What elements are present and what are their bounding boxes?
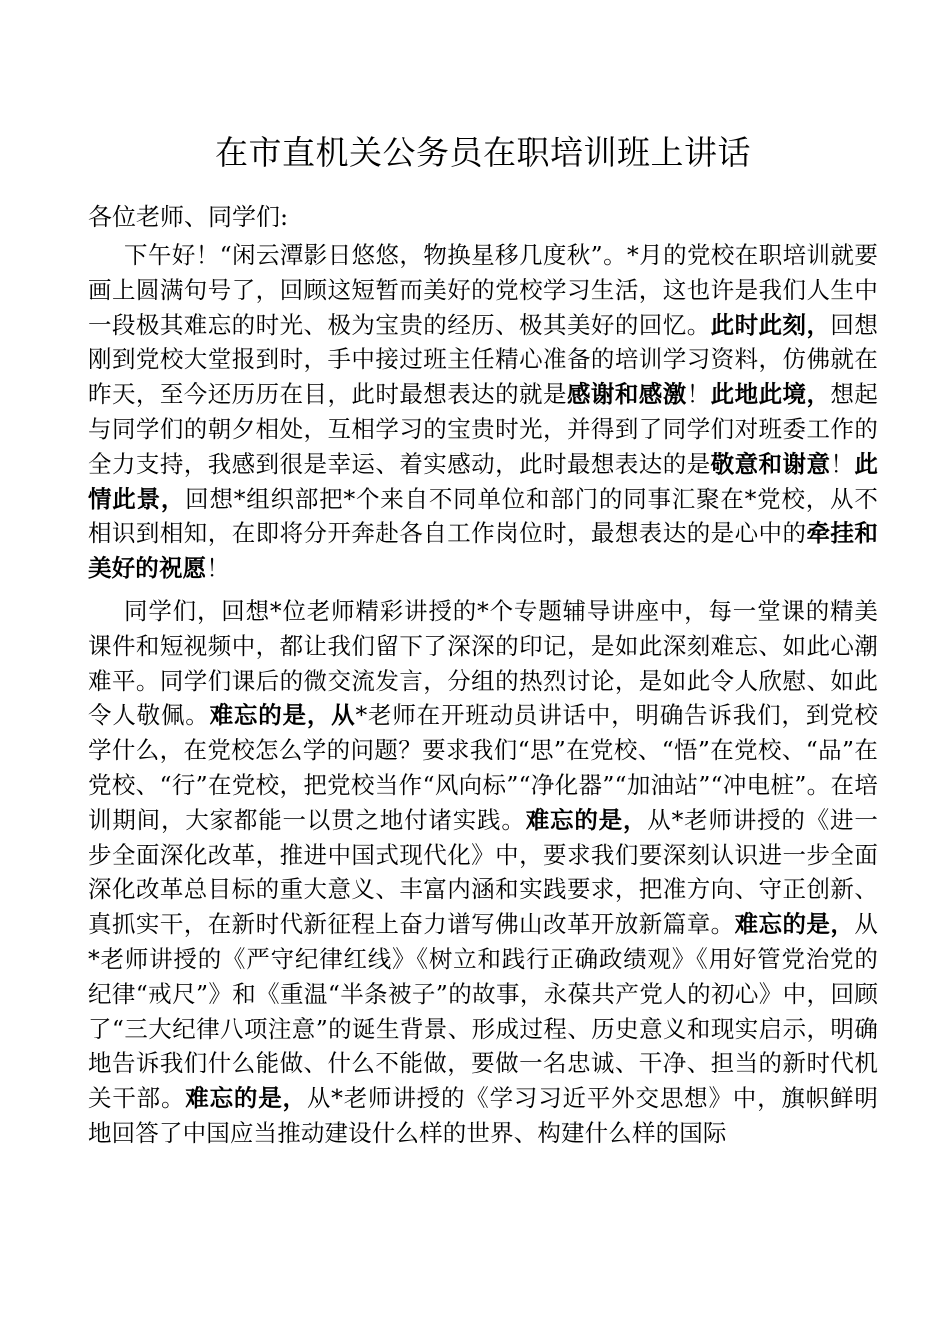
bold-text-run: 难忘的是，从 — [209, 701, 356, 730]
bold-text-run: 难忘的是， — [734, 910, 855, 939]
text-run: 从*老师讲授的《严守纪律红线》《树立和践行正确政绩观》《用好管党治党的纪律“戒尺”》和《重温“半条被子”的故事，永葆共产党人的初心》中，回顾了“三大纪律八项注意”的诞生背景、形成过程、历史意义和现实启示，明确地告诉我们什么能做、什么不能做，要做一名忠诚、干净、担当的新时代机关干部。 — [88, 910, 878, 1113]
text-run: 从*老师讲授的《学习习近平外交思想》中，旗帜鲜明地回答了中国应当推动建设什么样的世界、构建什么样的国际 — [88, 1084, 878, 1147]
bold-text-run: 感谢和感激 — [566, 380, 687, 409]
text-run: 想起与同学们的朝夕相处，互相学习的宝贵时光，并得到了同学们对班委工作的全力支持，我感到很是幸运、着实感动，此时最想表达的是 — [88, 380, 879, 478]
text-run: 从*老师讲授的《进一步全面深化改革，推进中国式现代化》中，要求我们要深刻认识进一步全面深化改革总目标的重大意义、丰富内涵和实践要求，把准方向、守正创新、真抓实干，在新时代新征程上奋力谱写佛山改革开放新篇章。 — [88, 805, 879, 939]
body-paragraph — [88, 594, 878, 1151]
bold-text-run: 难忘的是， — [525, 805, 648, 834]
bold-text-run: 难忘的是， — [185, 1084, 307, 1113]
salutation: 各位老师、同学们: — [88, 203, 289, 231]
text-run: *老师在开班动员讲话中，明确告诉我们，到党校学什么，在党校怎么学的问题？要求我们“思”在党校、“悟”在党校、“品”在党校、“行”在党校，把党校当作“风向标”“净化器”“加油站”“冲电桩”。在培训期间，大家都能一以贯之地付诸实践。 — [88, 701, 878, 834]
bold-text-run: 此时此刻， — [710, 310, 831, 339]
text-run: ！ — [206, 554, 230, 583]
bold-text-run: 牵挂和美好的祝愿 — [88, 519, 878, 583]
bold-text-run: 此地此境， — [710, 380, 831, 409]
text-run: 回想刚到党校大堂报到时，手中接过班主任精心准备的培训学习资料，仿佛就在昨天，至今还历历在目，此时最想表达的就是 — [88, 310, 879, 409]
bold-text-run: 此情此景， — [88, 449, 879, 513]
document-title: 在市直机关公务员在职培训班上讲话 — [215, 133, 751, 172]
document-page — [88, 128, 878, 1151]
document-body — [88, 238, 878, 1151]
text-run: 下午好！“闲云潭影日悠悠，物换星移几度秋”。*月的党校在职培训就要画上圆满句号了，回顾这短暂而美好的党校学习生活，这也许是我们人生中一段极其难忘的时光、极为宝贵的经历、极其美好的回忆。 — [88, 241, 878, 339]
bold-text-run: 敬意和谢意 — [710, 449, 831, 478]
text-run: 同学们，回想*位老师精彩讲授的*个专题辅导讲座中，每一堂课的精美课件和短视频中，都让我们留下了深深的印记，是如此深刻难忘、如此心潮难平。同学们课后的微交流发言，分组的热烈讨论，是如此令人欣慰、如此令人敬佩。 — [88, 596, 878, 730]
body-paragraph — [88, 238, 878, 586]
text-run: ！ — [830, 449, 855, 478]
text-run: ！ — [686, 380, 711, 409]
text-run: 回想*组织部把*个来自不同单位和部门的同事汇聚在*党校，从不相识到相知，在即将分开奔赴各自工作岗位时，最想表达的是心中的 — [88, 484, 878, 548]
